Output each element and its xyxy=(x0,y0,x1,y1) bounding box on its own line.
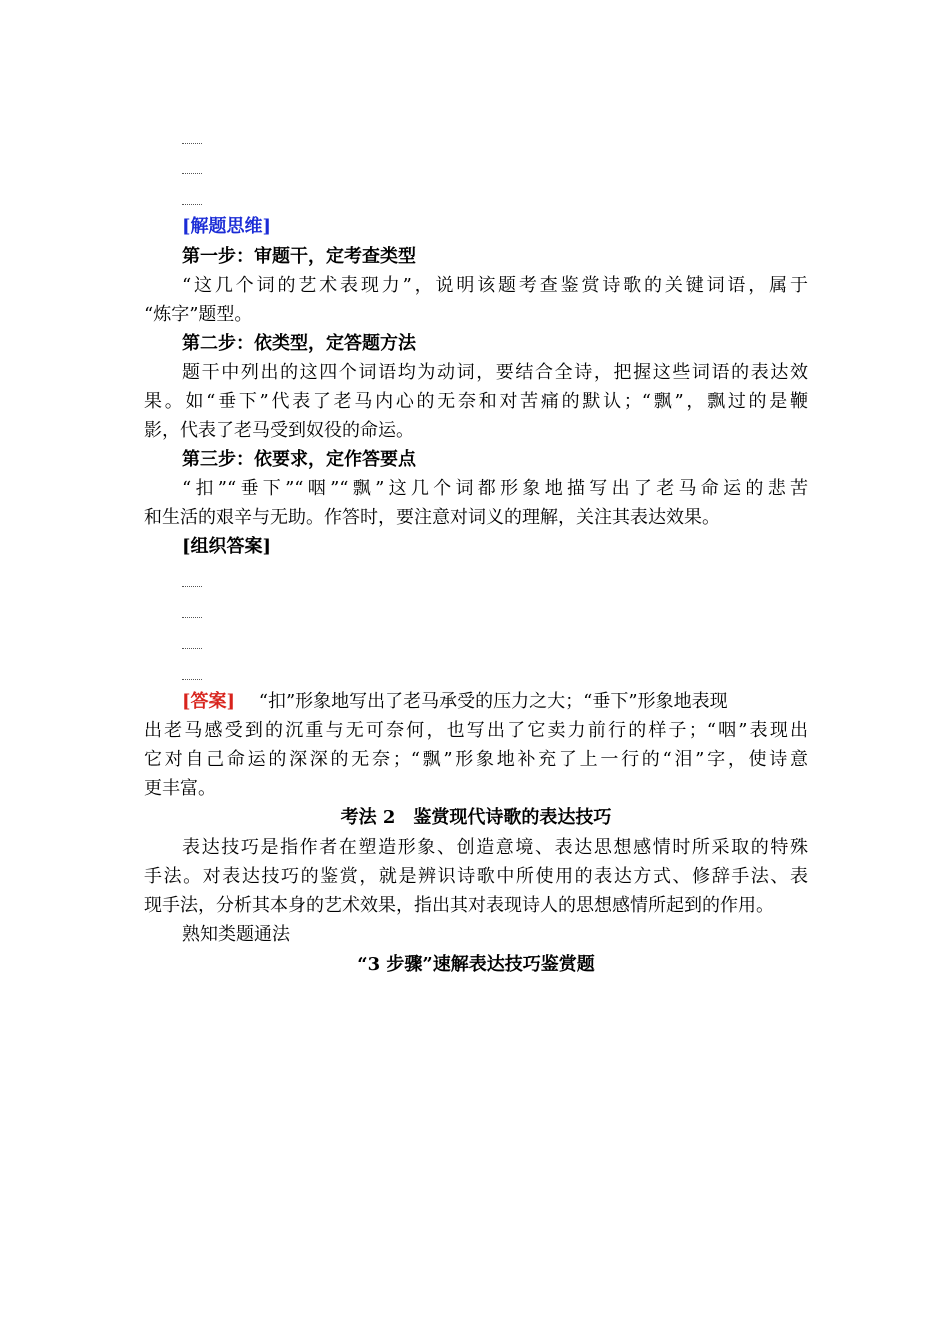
blank-dotted-line xyxy=(182,143,202,145)
step3-title: 第三步：依要求，定作答要点 xyxy=(182,449,416,470)
step2-body-line: 题干中列出的这四个词语均为动词，要结合全诗，把握这些词语的表达效 xyxy=(182,362,808,383)
step2-body-line: 影，代表了老马受到奴役的命运。 xyxy=(144,420,414,441)
blank-dotted-line xyxy=(182,173,202,175)
organize-answer-label: [组织答案] xyxy=(182,536,272,557)
answer-body-line: 出老马感受到的沉重与无可奈何，也写出了它卖力前行的样子；“咽”表现出 xyxy=(144,720,808,741)
answer-label: [答案] xyxy=(182,691,236,712)
steps-heading: “3 步骤”速解表达技巧鉴赏题 xyxy=(357,954,595,975)
answer-body-line: 更丰富。 xyxy=(144,778,216,799)
familiar-method-label: 熟知类题通法 xyxy=(182,924,290,945)
blank-dotted-line xyxy=(182,586,202,588)
blank-dotted-line xyxy=(182,617,202,619)
thinking-label: [解题思维] xyxy=(182,216,272,237)
method2-body-line: 现手法，分析其本身的艺术效果，指出其对表现诗人的思想感情所起到的作用。 xyxy=(144,895,774,916)
step3-body-line: “扣”“垂下”“咽”“飘”这几个词都形象地描写出了老马命运的悲苦 xyxy=(182,478,808,499)
step1-body-line: “炼字”题型。 xyxy=(144,304,253,325)
answer-text: “扣”形象地写出了老马承受的压力之大；“垂下”形象地表现 xyxy=(258,691,728,712)
step3-body-line: 和生活的艰辛与无助。作答时，要注意对词义的理解，关注其表达效果。 xyxy=(144,507,720,528)
answer-line xyxy=(144,687,808,717)
step2-body-line: 果。如“垂下”代表了老马内心的无奈和对苦痛的默认；“飘”，飘过的是鞭 xyxy=(144,391,808,412)
step1-body-line: “这几个词的艺术表现力”，说明该题考查鉴赏诗歌的关键词语，属于 xyxy=(182,275,808,296)
method2-heading: 考法 2 鉴赏现代诗歌的表达技巧 xyxy=(340,807,612,828)
step1-title: 第一步：审题干，定考查类型 xyxy=(182,246,416,267)
blank-dotted-line xyxy=(182,204,202,206)
method2-body-line: 表达技巧是指作者在塑造形象、创造意境、表达思想感情时所采取的特殊 xyxy=(182,837,808,858)
answer-body-line: 它对自己命运的深深的无奈；“飘”形象地补充了上一行的“泪”字，使诗意 xyxy=(144,749,808,770)
blank-dotted-line xyxy=(182,648,202,650)
step2-title: 第二步：依类型，定答题方法 xyxy=(182,333,416,354)
blank-dotted-line xyxy=(182,679,202,681)
method2-body-line: 手法。对表达技巧的鉴赏，就是辨识诗歌中所使用的表达方式、修辞手法、表 xyxy=(144,866,808,887)
